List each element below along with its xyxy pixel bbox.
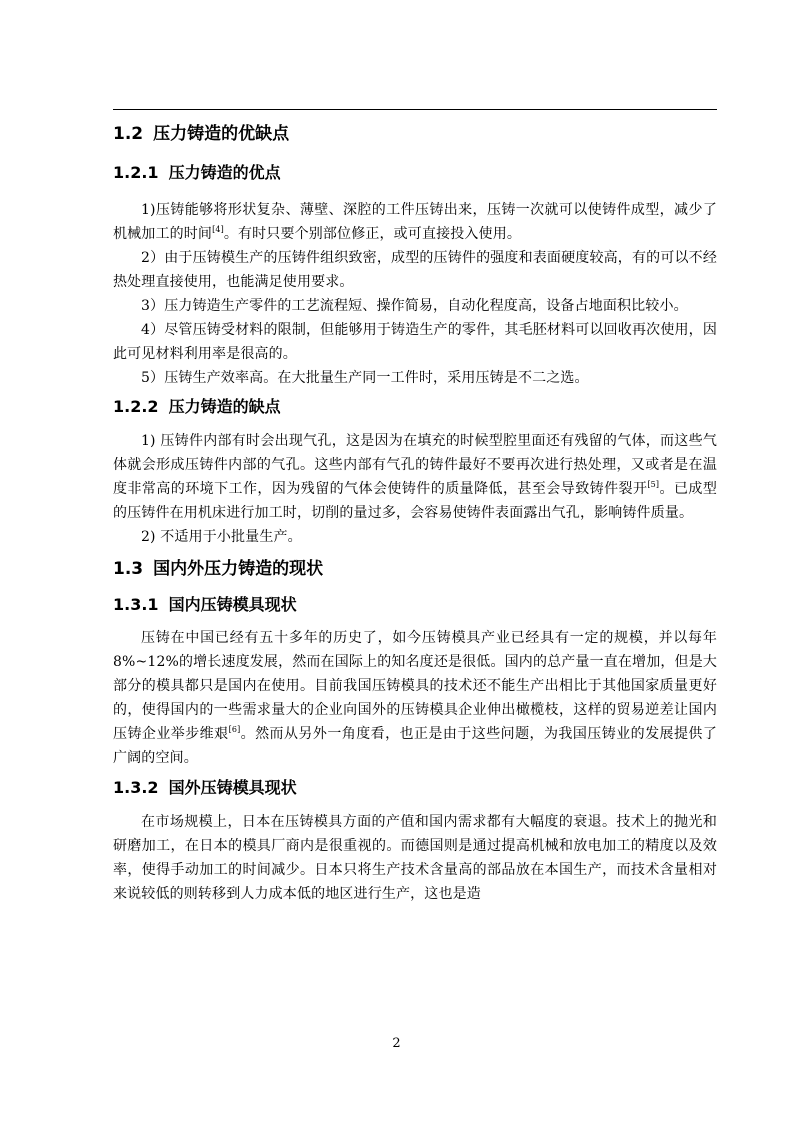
paragraph: 1) 压铸件内部有时会出现气孔，这是因为在填充的时候型腔里面还有残留的气体，而这些气体就会形成压铸件内部的气孔。这些内部有气孔的铸件最好不要再次进行热处理，又或者是在温度非常高的环境下工作，因为残留的气体会使铸件的质量降低，甚至会导致铸件裂开[5]。已成型的压铸件在用机床进行加工时，切削的量过多，会容易使铸件表面露出气孔，影响铸件质量。 — [113, 433, 717, 521]
paragraph: 2）由于压铸模生产的压铸件组织致密，成型的压铸件的强度和表面硬度较高，有的可以不经热处理直接使用，也能满足使用要求。 — [113, 250, 717, 290]
paragraph: 5）压铸生产效率高。在大批量生产同一工件时，采用压铸是不二之选。 — [141, 370, 589, 386]
section-heading-1-2: 1.2 压力铸造的优缺点 — [113, 124, 290, 144]
paragraph: 3）压力铸造生产零件的工艺流程短、操作简易，自动化程度高，设备占地面积比较小。 — [141, 298, 688, 314]
paragraph: 4）尽管压铸受材料的限制，但能够用于铸造生产的零件，其毛胚材料可以回收再次使用，因此可见材料利用率是很高的。 — [113, 322, 717, 362]
section-heading-1-3-1: 1.3.1 国内压铸模具现状 — [113, 595, 297, 614]
paragraph: 2) 不适用于小批量生产。 — [141, 529, 302, 545]
section-heading-1-2-2: 1.2.2 压力铸造的缺点 — [113, 397, 281, 416]
page-number: 2 — [392, 1036, 401, 1051]
section-heading-1-2-1: 1.2.1 压力铸造的优点 — [113, 163, 281, 182]
citation: [6] — [228, 725, 241, 734]
document-body — [113, 118, 717, 906]
citation: [5] — [647, 480, 660, 489]
section-heading-1-3-2: 1.3.2 国外压铸模具现状 — [113, 778, 297, 797]
header-rule — [113, 109, 717, 110]
paragraph: 1)压铸能够将形状复杂、薄壁、深腔的工件压铸出来，压铸一次就可以使铸件成型，减少了机械加工的时间[4]。有时只要个别部位修正，或可直接投入使用。 — [113, 202, 717, 242]
paragraph: 在市场规模上，日本在压铸模具方面的产值和国内需求都有大幅度的衰退。技术上的抛光和研磨加工，在日本的模具厂商内是很重视的。而德国则是通过提高机械和放电加工的精度以及效率，使得手动加工的时间减少。日本只将生产技术含量高的部品放在本国生产，而技术含量相对来说较低的则转移到人力成本低的地区进行生产，这也是造 — [113, 814, 717, 902]
citation: [4] — [212, 225, 224, 234]
paragraph: 压铸在中国已经有五十多年的历史了，如今压铸模具产业已经具有一定的规模，并以每年 8%~12%的增长速度发展，然而在国际上的知名度还是很低。国内的总产量一直在增加，但是大部分的模具都只是国内在使用。目前我国压铸模具的技术还不能生产出相比于其他国家质量更好的，使得国内的一些需求量大的企业向国外的压铸模具企业伸出橄榄枝，这样的贸易逆差让国内压铸企业举步维艰[6]。然而从另外一角度看，也正是由于这些问题，为我国压铸业的发展提供了广阔的空间。 — [113, 630, 718, 766]
section-heading-1-3: 1.3 国内外压力铸造的现状 — [113, 559, 324, 579]
